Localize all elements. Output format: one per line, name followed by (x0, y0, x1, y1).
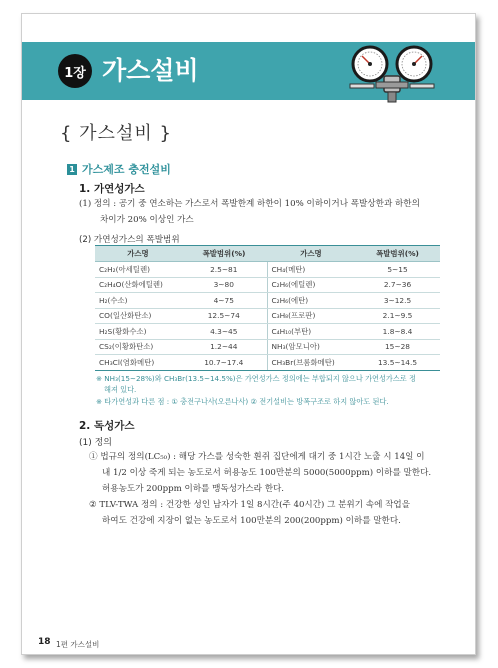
gas-name-cell: C₃H₈(프로판) (267, 308, 355, 324)
topic-heading (67, 161, 171, 177)
section-heading: { 가스설비 } (60, 123, 172, 144)
table-row (95, 293, 440, 309)
range-cell: 1.2~44 (181, 339, 267, 355)
table-row (95, 308, 440, 324)
table-row (95, 277, 440, 293)
gas-name-cell: CH₃Br(브롬화메탄) (267, 355, 355, 371)
range-cell: 4~75 (181, 293, 267, 309)
flammable-definition-line1: (1) 정의 : 공기 중 연소하는 가스로서 폭발한계 하한이 10% 이하이거나 폭발상한과 하한의 (79, 199, 420, 209)
chapter-title: 가스설비 (102, 56, 199, 85)
note-ammonia-line1: ※ NH₃(15~28%)와 CH₃Br(13.5~14.5%)은 가연성가스 정의에는 부합되지 않으나 가연성가스로 정 (96, 374, 416, 383)
table-row (95, 262, 440, 278)
gas-name-cell: CH₄(메탄) (267, 262, 355, 278)
column-header: 폭발범위(%) (181, 246, 267, 262)
gas-name-cell: C₂H₆(에탄) (267, 293, 355, 309)
chapter-badge: 1장 (58, 54, 92, 88)
gas-regulator-gauge-icon (342, 34, 442, 108)
chapter-header (22, 42, 476, 100)
range-cell: 1.8~8.4 (355, 324, 440, 340)
column-header: 폭발범위(%) (355, 246, 440, 262)
range-cell: 5~15 (355, 262, 440, 278)
explosion-range-table (95, 245, 440, 371)
gas-name-cell: H₂S(황화수소) (95, 324, 181, 340)
toxic-gas-heading: 2. 독성가스 (79, 420, 135, 432)
gas-name-cell: C₂H₂(아세틸렌) (95, 262, 181, 278)
footer-part-label: 1편 가스설비 (56, 640, 100, 649)
range-cell: 2.1~9.5 (355, 308, 440, 324)
table-row (95, 339, 440, 355)
gas-name-cell: NH₃(암모니아) (267, 339, 355, 355)
table-row (95, 324, 440, 340)
range-cell: 3~80 (181, 277, 267, 293)
toxic-item2-line2: 하여도 건강에 지장이 없는 농도로서 100만분의 200(200ppm) 이하를 말한다. (102, 516, 401, 526)
topic-title: 가스제조 충전설비 (82, 163, 171, 176)
range-cell: 2.7~36 (355, 277, 440, 293)
range-cell: 3~12.5 (355, 293, 440, 309)
flammable-gas-heading: 1. 가연성가스 (79, 183, 145, 195)
book-page (21, 13, 476, 655)
gas-name-cell: C₂H₄O(산화에틸렌) (95, 277, 181, 293)
toxic-item1-line3: 허용농도가 200ppm 이하를 맹독성가스라 한다. (102, 484, 285, 494)
toxic-definition-label: (1) 정의 (79, 438, 112, 448)
table-header-row (95, 246, 440, 262)
column-header: 가스명 (95, 246, 181, 262)
range-cell: 12.5~74 (181, 308, 267, 324)
column-header: 가스명 (267, 246, 355, 262)
gas-name-cell: C₄H₁₀(부탄) (267, 324, 355, 340)
table-caption: (2) 가연성가스의 폭발범위 (79, 235, 180, 245)
range-cell: 13.5~14.5 (355, 355, 440, 371)
topic-number-badge: 1 (67, 164, 77, 175)
flammable-definition-line2: 차이가 20% 이상인 가스 (100, 215, 194, 225)
gas-name-cell: C₂H₆(에틸렌) (267, 277, 355, 293)
toxic-item2-line1: ② TLV-TWA 정의 : 건강한 성인 남자가 1일 8시간(주 40시간) 그 분위기 속에 작업을 (89, 500, 411, 510)
toxic-item1-line1: ① 법규의 정의(LC₅₀) : 해당 가스를 성숙한 흰쥐 집단에게 대기 중 1시간 노출 시 14일 이 (89, 452, 425, 462)
gas-name-cell: H₂(수소) (95, 293, 181, 309)
range-cell: 15~28 (355, 339, 440, 355)
gas-name-cell: CS₂(이황화탄소) (95, 339, 181, 355)
range-cell: 4.3~45 (181, 324, 267, 340)
note-ammonia-line2: 해져 있다. (104, 385, 137, 394)
note-difference: ※ 타가연성과 다른 점 : ① 충전구나사(오른나사) ② 전기설비는 방폭구조로 하지 않아도 된다. (96, 397, 389, 406)
gas-name-cell: CH₃Cl(염화메탄) (95, 355, 181, 371)
range-cell: 2.5~81 (181, 262, 267, 278)
range-cell: 10.7~17.4 (181, 355, 267, 371)
page-number: 18 (38, 637, 51, 647)
gas-name-cell: CO(일산화탄소) (95, 308, 181, 324)
toxic-item1-line2: 내 1/2 이상 죽게 되는 농도로서 허용농도 100만분의 5000(5000ppm) 이하를 말한다. (102, 468, 432, 478)
table-row (95, 355, 440, 371)
